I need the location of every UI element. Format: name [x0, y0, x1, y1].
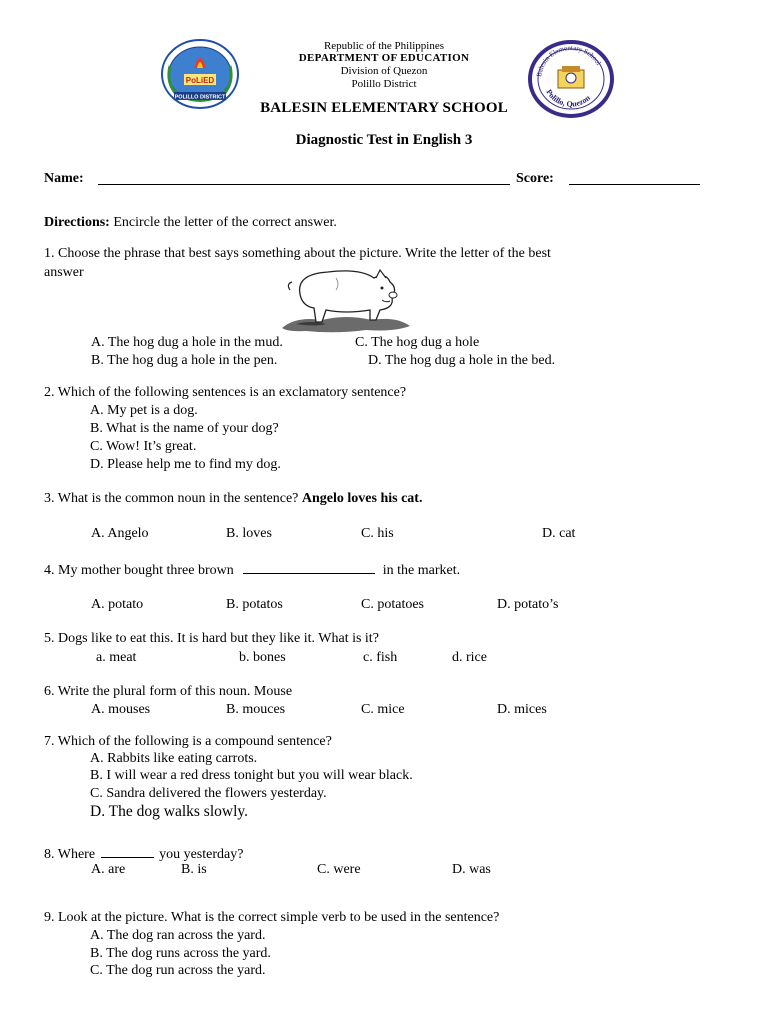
q9-option-a[interactable]: A. The dog ran across the yard.	[90, 928, 266, 943]
q4-option-a[interactable]: A. potato	[91, 597, 144, 612]
question-3	[44, 490, 422, 507]
q3-option-d[interactable]: D. cat	[542, 526, 576, 541]
name-field[interactable]	[98, 171, 510, 185]
school-name: BALESIN ELEMENTARY SCHOOL	[260, 100, 508, 116]
question-3-text: 3. What is the common noun in the sentence?	[44, 491, 302, 506]
name-label: Name:	[44, 171, 84, 186]
q7-option-c[interactable]: C. Sandra delivered the flowers yesterday.	[90, 786, 327, 801]
q9-option-c[interactable]: C. The dog run across the yard.	[90, 963, 266, 978]
q9-option-b[interactable]: B. The dog runs across the yard.	[90, 946, 271, 961]
q2-option-c[interactable]: C. Wow! It’s great.	[90, 439, 197, 454]
q5-option-d[interactable]: d. rice	[452, 650, 487, 665]
right-logo-top-text: Balesin Elementary School	[535, 43, 603, 78]
q2-option-d[interactable]: D. Please help me to find my dog.	[90, 457, 281, 472]
q6-option-c[interactable]: C. mice	[361, 702, 405, 717]
question-3-sentence: Angelo loves his cat.	[301, 491, 423, 506]
q6-option-a[interactable]: A. mouses	[91, 702, 151, 717]
q1-option-a[interactable]: A. The hog dug a hole in the mud.	[91, 335, 283, 350]
q5-option-c[interactable]: c. fish	[363, 650, 398, 665]
question-8-blank	[101, 844, 154, 858]
q8-option-d[interactable]: D. was	[452, 862, 491, 877]
q4-option-c[interactable]: C. potatoes	[361, 597, 424, 612]
district-line: Polillo District	[351, 78, 417, 90]
q3-option-b[interactable]: B. loves	[226, 526, 272, 541]
q3-option-a[interactable]: A. Angelo	[91, 526, 149, 541]
republic-line: Republic of the Philippines	[323, 40, 445, 52]
right-logo-bottom-text: Polillo, Quezon	[544, 87, 592, 109]
question-7: 7. Which of the following is a compound sentence?	[44, 734, 332, 749]
question-4	[44, 560, 460, 579]
q7-option-d[interactable]: D. The dog walks slowly.	[90, 803, 249, 820]
left-logo-mark: PoLiED	[185, 76, 215, 85]
q4-option-b[interactable]: B. potatos	[226, 597, 283, 612]
score-field[interactable]	[569, 171, 700, 185]
question-2: 2. Which of the following sentences is an exclamatory sentence?	[44, 385, 407, 400]
question-4-blank	[243, 560, 375, 574]
q5-option-a[interactable]: a. meat	[96, 650, 137, 665]
q7-option-b[interactable]: B. I will wear a red dress tonight but you will wear black.	[90, 768, 413, 783]
q8-option-a[interactable]: A. are	[91, 862, 126, 877]
question-6: 6. Write the plural form of this noun. Mouse	[44, 684, 293, 699]
question-5: 5. Dogs like to eat this. It is hard but they like it. What is it?	[44, 631, 379, 646]
q8-option-c[interactable]: C. were	[317, 862, 361, 877]
q1-option-c[interactable]: C. The hog dug a hole	[355, 335, 480, 350]
question-4-pre: 4. My mother bought three brown	[44, 563, 238, 578]
division-line: Division of Quezon	[340, 65, 428, 77]
q3-option-c[interactable]: C. his	[361, 526, 394, 541]
question-4-post: in the market.	[379, 563, 461, 578]
score-label: Score:	[516, 171, 554, 186]
question-1: 1. Choose the phrase that best says something about the picture. Write the letter of the best	[44, 246, 551, 261]
question-9: 9. Look at the picture. What is the correct simple verb to be used in the sentence?	[44, 910, 500, 925]
question-8-pre: 8. Where	[44, 847, 99, 862]
q2-option-a[interactable]: A. My pet is a dog.	[90, 403, 198, 418]
directions	[44, 214, 337, 231]
q7-option-a[interactable]: A. Rabbits like eating carrots.	[90, 751, 258, 766]
department-line: DEPARTMENT OF EDUCATION	[298, 52, 470, 64]
q5-option-b[interactable]: b. bones	[239, 650, 286, 665]
question-8-post: you yesterday?	[155, 847, 244, 862]
q8-option-b[interactable]: B. is	[181, 862, 207, 877]
q4-option-d[interactable]: D. potato’s	[497, 597, 559, 612]
directions-label: Directions:	[44, 215, 110, 230]
q6-option-b[interactable]: B. mouces	[226, 702, 286, 717]
directions-text: Encircle the letter of the correct answer.	[109, 215, 337, 230]
left-logo-text: POLILLO DISTRICT	[174, 94, 226, 101]
q6-option-d[interactable]: D. mices	[497, 702, 547, 717]
q1-option-b[interactable]: B. The hog dug a hole in the pen.	[91, 353, 278, 368]
question-8	[44, 844, 243, 863]
q2-option-b[interactable]: B. What is the name of your dog?	[90, 421, 279, 436]
question-1-cont: answer	[44, 265, 84, 280]
hog-picture	[276, 264, 414, 334]
test-title: Diagnostic Test in English 3	[295, 132, 473, 148]
q1-option-d[interactable]: D. The hog dug a hole in the bed.	[368, 353, 556, 368]
